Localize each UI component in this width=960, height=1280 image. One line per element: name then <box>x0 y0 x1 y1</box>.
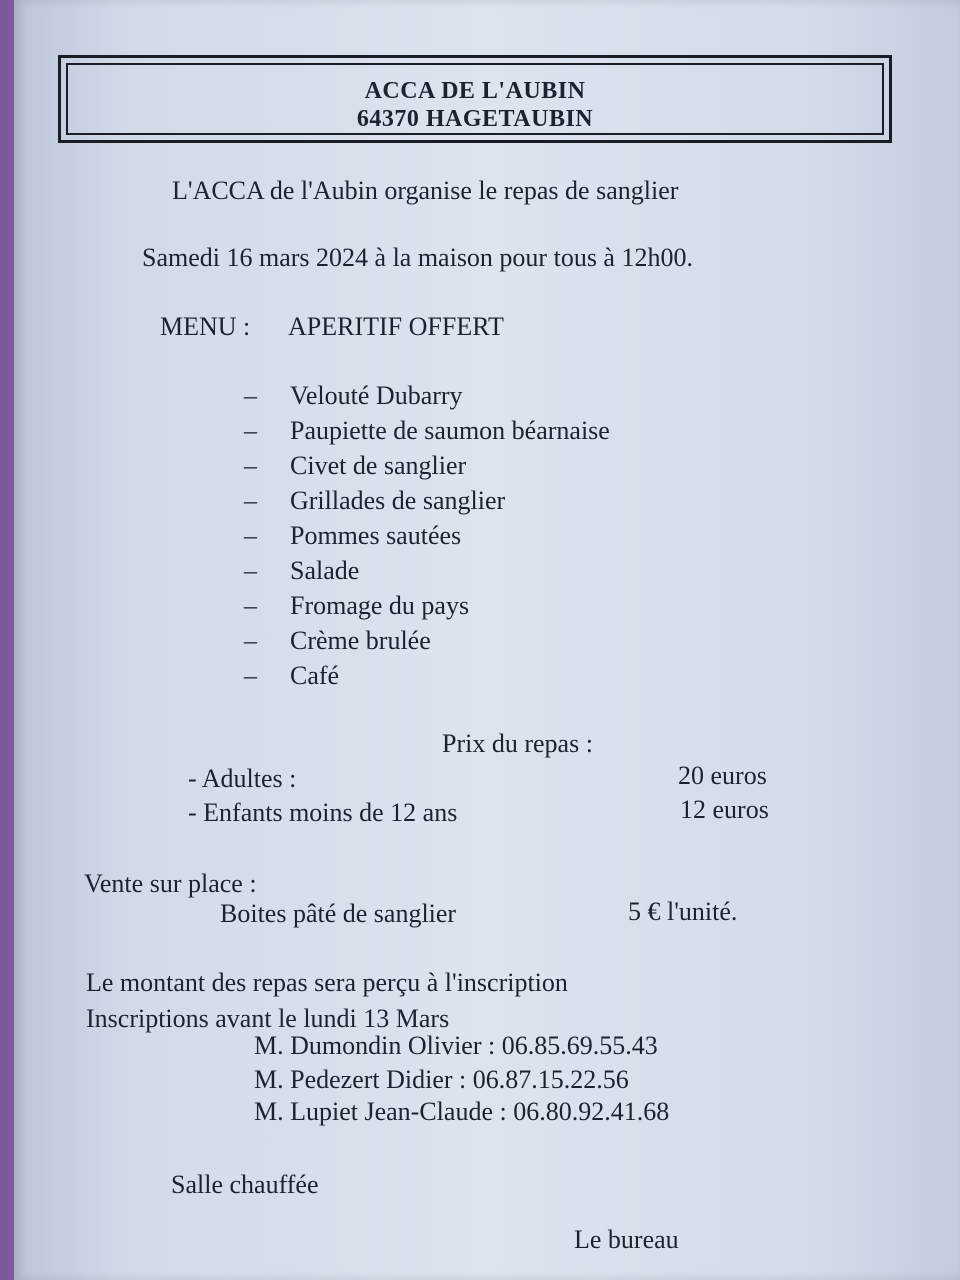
menu-item: Grillades de sanglier <box>290 486 506 515</box>
contact-line: M. Dumondin Olivier : 06.85.69.55.43 <box>254 1031 658 1060</box>
menu-dash: – <box>244 451 257 480</box>
menu-item: Velouté Dubarry <box>290 381 463 410</box>
registration-deadline: Inscriptions avant le lundi 13 Mars <box>86 1004 450 1033</box>
price-value-adults: 20 euros <box>678 761 767 790</box>
menu-dash: – <box>244 416 257 445</box>
menu-dash: – <box>244 591 257 620</box>
menu-dash: – <box>244 626 257 655</box>
price-value-children: 12 euros <box>680 795 769 824</box>
signature: Le bureau <box>574 1225 679 1254</box>
sale-price: 5 € l'unité. <box>628 897 738 926</box>
menu-item: Paupiette de saumon béarnaise <box>290 416 610 445</box>
menu-item: Fromage du pays <box>290 591 470 620</box>
menu-dash: – <box>244 556 257 585</box>
menu-dash: – <box>244 521 257 550</box>
sale-title: Vente sur place : <box>84 869 257 898</box>
menu-dash: – <box>244 661 257 690</box>
header-title: ACCA DE L'AUBIN <box>364 78 586 104</box>
menu-dash: – <box>244 486 257 515</box>
contact-line: M. Lupiet Jean-Claude : 06.80.92.41.68 <box>254 1097 670 1126</box>
menu-item: Civet de sanglier <box>290 451 467 480</box>
header-box <box>58 55 892 143</box>
header-address: 64370 HAGETAUBIN <box>356 106 594 132</box>
registration-payment-note: Le montant des repas sera perçu à l'inscription <box>86 968 568 997</box>
contact-line: M. Pedezert Didier : 06.87.15.22.56 <box>254 1065 629 1094</box>
event-date-line: Samedi 16 mars 2024 à la maison pour tous à 12h00. <box>142 243 693 272</box>
menu-item: Crème brulée <box>290 626 431 655</box>
intro-text: L'ACCA de l'Aubin organise le repas de sanglier <box>172 176 679 205</box>
menu-item: Pommes sautées <box>290 521 462 550</box>
price-title: Prix du repas : <box>442 729 593 758</box>
heated-room-note: Salle chauffée <box>171 1170 319 1199</box>
price-label-children: - Enfants moins de 12 ans <box>188 798 458 827</box>
sale-item: Boites pâté de sanglier <box>220 899 457 928</box>
menu-item: Salade <box>290 556 360 585</box>
price-label-adults: - Adultes : <box>188 764 297 793</box>
menu-label: MENU : <box>160 312 251 341</box>
menu-aperitif: APERITIF OFFERT <box>288 312 504 341</box>
menu-item: Café <box>290 661 340 690</box>
menu-dash: – <box>244 381 257 410</box>
